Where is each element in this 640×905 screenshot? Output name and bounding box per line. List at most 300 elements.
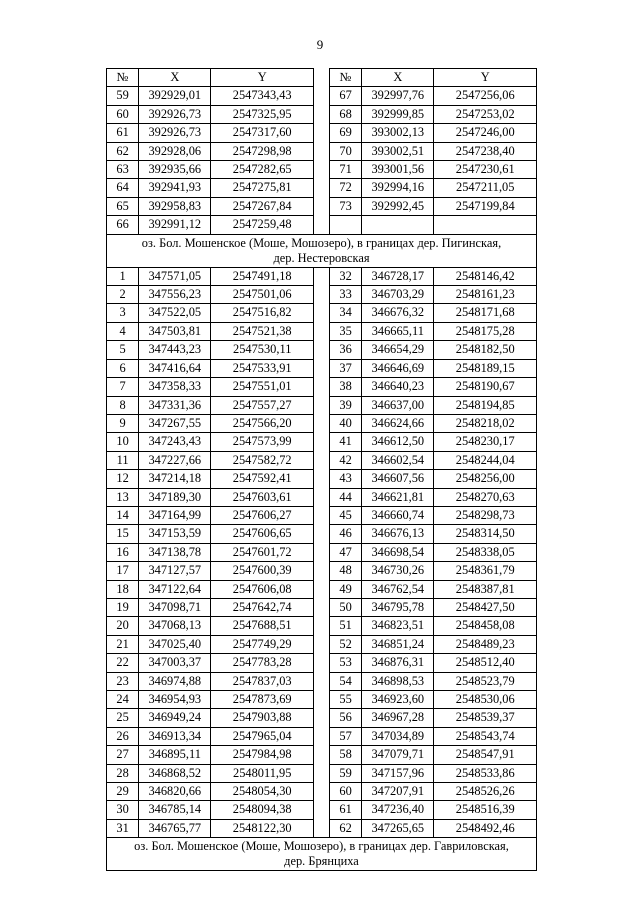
header-num-left: № — [107, 69, 139, 87]
x-coordinate-cell: 392926,73 — [139, 124, 211, 142]
point-number-cell: 59 — [107, 87, 139, 105]
table-row — [107, 161, 537, 179]
point-number-cell: 13 — [107, 488, 139, 506]
column-separator — [313, 488, 329, 506]
y-coordinate-cell: 2548512,40 — [434, 654, 537, 672]
y-coordinate-cell: 2548011,95 — [211, 764, 313, 782]
point-number-cell: 72 — [330, 179, 362, 197]
x-coordinate-cell: 392992,45 — [362, 197, 434, 215]
point-number-cell: 44 — [330, 488, 362, 506]
point-number-cell: 19 — [107, 598, 139, 616]
point-number-cell: 1 — [107, 267, 139, 285]
table-row — [107, 216, 537, 234]
column-separator — [313, 267, 329, 285]
y-coordinate-cell: 2547267,84 — [211, 197, 313, 215]
table-row — [107, 286, 537, 304]
point-number-cell: 30 — [107, 801, 139, 819]
column-separator — [313, 727, 329, 745]
table-row — [107, 378, 537, 396]
point-number-cell: 47 — [330, 543, 362, 561]
x-coordinate-cell: 392926,73 — [139, 105, 211, 123]
x-coordinate-cell: 392935,66 — [139, 161, 211, 179]
y-coordinate-cell: 2547603,61 — [211, 488, 313, 506]
column-separator — [313, 378, 329, 396]
x-coordinate-cell: 346612,50 — [362, 433, 434, 451]
point-number-cell: 25 — [107, 709, 139, 727]
x-coordinate-cell: 392928,06 — [139, 142, 211, 160]
column-separator — [313, 359, 329, 377]
x-coordinate-cell: 347522,05 — [139, 304, 211, 322]
x-coordinate-cell: 347068,13 — [139, 617, 211, 635]
table-row — [107, 105, 537, 123]
y-coordinate-cell: 2548146,42 — [434, 267, 537, 285]
table-row — [107, 764, 537, 782]
y-coordinate-cell: 2547566,20 — [211, 414, 313, 432]
x-coordinate-cell: 346974,88 — [139, 672, 211, 690]
y-coordinate-cell: 2548094,38 — [211, 801, 313, 819]
y-coordinate-cell: 2547582,72 — [211, 451, 313, 469]
column-separator — [313, 525, 329, 543]
point-number-cell: 36 — [330, 341, 362, 359]
column-separator — [313, 142, 329, 160]
header-y-left: Y — [211, 69, 313, 87]
point-number-cell: 39 — [330, 396, 362, 414]
table-row — [107, 691, 537, 709]
page-number: 9 — [316, 37, 324, 52]
point-number-cell: 31 — [107, 819, 139, 837]
x-coordinate-cell: 346698,54 — [362, 543, 434, 561]
column-separator — [313, 286, 329, 304]
column-separator — [313, 672, 329, 690]
x-coordinate-cell: 346703,29 — [362, 286, 434, 304]
x-coordinate-cell: 347207,91 — [362, 783, 434, 801]
y-coordinate-cell: 2547199,84 — [434, 197, 537, 215]
y-coordinate-cell: 2547501,06 — [211, 286, 313, 304]
header-x-left: X — [139, 69, 211, 87]
x-coordinate-cell: 346785,14 — [139, 801, 211, 819]
section-caption-row — [107, 234, 537, 267]
y-coordinate-cell: 2548122,30 — [211, 819, 313, 837]
y-coordinate-cell: 2547530,11 — [211, 341, 313, 359]
column-separator — [313, 764, 329, 782]
column-separator — [313, 341, 329, 359]
x-coordinate-cell: 392958,83 — [139, 197, 211, 215]
table-row — [107, 488, 537, 506]
y-coordinate-cell: 2548244,04 — [434, 451, 537, 469]
y-coordinate-cell — [434, 216, 537, 234]
y-coordinate-cell: 2547783,28 — [211, 654, 313, 672]
y-coordinate-cell: 2548523,79 — [434, 672, 537, 690]
point-number-cell: 12 — [107, 470, 139, 488]
y-coordinate-cell: 2548539,37 — [434, 709, 537, 727]
y-coordinate-cell: 2547533,91 — [211, 359, 313, 377]
column-separator — [313, 216, 329, 234]
point-number-cell: 64 — [107, 179, 139, 197]
x-coordinate-cell: 346895,11 — [139, 746, 211, 764]
y-coordinate-cell: 2548256,00 — [434, 470, 537, 488]
point-number-cell: 51 — [330, 617, 362, 635]
point-number-cell: 60 — [330, 783, 362, 801]
column-separator — [313, 562, 329, 580]
table-row — [107, 470, 537, 488]
y-coordinate-cell: 2547837,03 — [211, 672, 313, 690]
table-row — [107, 451, 537, 469]
table-row — [107, 267, 537, 285]
point-number-cell: 23 — [107, 672, 139, 690]
y-coordinate-cell: 2548338,05 — [434, 543, 537, 561]
x-coordinate-cell: 346602,54 — [362, 451, 434, 469]
y-coordinate-cell: 2547259,48 — [211, 216, 313, 234]
point-number-cell: 66 — [107, 216, 139, 234]
y-coordinate-cell: 2547230,61 — [434, 161, 537, 179]
point-number-cell: 21 — [107, 635, 139, 653]
point-number-cell: 43 — [330, 470, 362, 488]
column-separator — [313, 124, 329, 142]
point-number-cell: 46 — [330, 525, 362, 543]
table-row — [107, 598, 537, 616]
section-caption — [107, 234, 537, 267]
column-separator — [313, 617, 329, 635]
point-number-cell: 33 — [330, 286, 362, 304]
x-coordinate-cell: 392941,93 — [139, 179, 211, 197]
column-separator — [313, 506, 329, 524]
section-caption-line: дер. Брянциха — [284, 854, 359, 869]
point-number-cell: 2 — [107, 286, 139, 304]
x-coordinate-cell: 346621,81 — [362, 488, 434, 506]
point-number-cell: 35 — [330, 322, 362, 340]
x-coordinate-cell: 347265,65 — [362, 819, 434, 837]
x-coordinate-cell — [362, 216, 434, 234]
table-row — [107, 562, 537, 580]
point-number-cell: 6 — [107, 359, 139, 377]
y-coordinate-cell: 2548189,15 — [434, 359, 537, 377]
x-coordinate-cell: 347503,81 — [139, 322, 211, 340]
point-number-cell: 5 — [107, 341, 139, 359]
table-row — [107, 396, 537, 414]
y-coordinate-cell: 2548190,67 — [434, 378, 537, 396]
point-number-cell: 29 — [107, 783, 139, 801]
y-coordinate-cell: 2548054,30 — [211, 783, 313, 801]
y-coordinate-cell: 2547965,04 — [211, 727, 313, 745]
y-coordinate-cell: 2548526,26 — [434, 783, 537, 801]
x-coordinate-cell: 347556,23 — [139, 286, 211, 304]
point-number-cell — [330, 216, 362, 234]
point-number-cell: 37 — [330, 359, 362, 377]
point-number-cell: 20 — [107, 617, 139, 635]
x-coordinate-cell: 346640,23 — [362, 378, 434, 396]
y-coordinate-cell: 2547592,41 — [211, 470, 313, 488]
y-coordinate-cell: 2548298,73 — [434, 506, 537, 524]
y-coordinate-cell: 2548161,23 — [434, 286, 537, 304]
point-number-cell: 63 — [107, 161, 139, 179]
column-separator — [313, 433, 329, 451]
table-row — [107, 414, 537, 432]
x-coordinate-cell: 347243,43 — [139, 433, 211, 451]
x-coordinate-cell: 347443,23 — [139, 341, 211, 359]
point-number-cell: 8 — [107, 396, 139, 414]
point-number-cell: 45 — [330, 506, 362, 524]
y-coordinate-cell: 2548492,46 — [434, 819, 537, 837]
table-row — [107, 654, 537, 672]
table-row — [107, 179, 537, 197]
x-coordinate-cell: 392997,76 — [362, 87, 434, 105]
y-coordinate-cell: 2547325,95 — [211, 105, 313, 123]
x-coordinate-cell: 392999,85 — [362, 105, 434, 123]
point-number-cell: 53 — [330, 654, 362, 672]
y-coordinate-cell: 2548387,81 — [434, 580, 537, 598]
y-coordinate-cell: 2547253,02 — [434, 105, 537, 123]
point-number-cell: 28 — [107, 764, 139, 782]
point-number-cell: 55 — [330, 691, 362, 709]
point-number-cell: 3 — [107, 304, 139, 322]
y-coordinate-cell: 2547516,82 — [211, 304, 313, 322]
x-coordinate-cell: 346676,13 — [362, 525, 434, 543]
x-coordinate-cell: 346624,66 — [362, 414, 434, 432]
table-row — [107, 543, 537, 561]
x-coordinate-cell: 347267,55 — [139, 414, 211, 432]
y-coordinate-cell: 2548533,86 — [434, 764, 537, 782]
point-number-cell: 18 — [107, 580, 139, 598]
x-coordinate-cell: 346795,78 — [362, 598, 434, 616]
y-coordinate-cell: 2547521,38 — [211, 322, 313, 340]
y-coordinate-cell: 2548314,50 — [434, 525, 537, 543]
table-row — [107, 322, 537, 340]
x-coordinate-cell: 346665,11 — [362, 322, 434, 340]
y-coordinate-cell: 2547317,60 — [211, 124, 313, 142]
x-coordinate-cell: 347034,89 — [362, 727, 434, 745]
y-coordinate-cell: 2548458,08 — [434, 617, 537, 635]
point-number-cell: 56 — [330, 709, 362, 727]
column-separator — [313, 635, 329, 653]
y-coordinate-cell: 2547557,27 — [211, 396, 313, 414]
y-coordinate-cell: 2548218,02 — [434, 414, 537, 432]
x-coordinate-cell: 346730,26 — [362, 562, 434, 580]
y-coordinate-cell: 2547298,98 — [211, 142, 313, 160]
y-coordinate-cell: 2548361,79 — [434, 562, 537, 580]
x-coordinate-cell: 347227,66 — [139, 451, 211, 469]
column-separator — [313, 470, 329, 488]
point-number-cell: 67 — [330, 87, 362, 105]
column-separator — [313, 304, 329, 322]
point-number-cell: 15 — [107, 525, 139, 543]
point-number-cell: 59 — [330, 764, 362, 782]
x-coordinate-cell: 392991,12 — [139, 216, 211, 234]
x-coordinate-cell: 347214,18 — [139, 470, 211, 488]
y-coordinate-cell: 2547573,99 — [211, 433, 313, 451]
x-coordinate-cell: 347098,71 — [139, 598, 211, 616]
table-row — [107, 197, 537, 215]
x-coordinate-cell: 346868,52 — [139, 764, 211, 782]
y-coordinate-cell: 2547491,18 — [211, 267, 313, 285]
table-row — [107, 801, 537, 819]
coordinates-table-body — [107, 69, 537, 871]
table-row — [107, 727, 537, 745]
header-x-right: X — [362, 69, 434, 87]
point-number-cell: 71 — [330, 161, 362, 179]
point-number-cell: 58 — [330, 746, 362, 764]
y-coordinate-cell: 2548270,63 — [434, 488, 537, 506]
x-coordinate-cell: 346967,28 — [362, 709, 434, 727]
point-number-cell: 40 — [330, 414, 362, 432]
section-caption — [107, 838, 537, 871]
x-coordinate-cell: 347164,99 — [139, 506, 211, 524]
section-caption-line: оз. Бол. Мошенское (Моше, Мошозеро), в границах дер. Гавриловская, — [134, 839, 509, 854]
column-separator — [313, 654, 329, 672]
x-coordinate-cell: 347358,33 — [139, 378, 211, 396]
x-coordinate-cell: 346949,24 — [139, 709, 211, 727]
y-coordinate-cell: 2547903,88 — [211, 709, 313, 727]
x-coordinate-cell: 346823,51 — [362, 617, 434, 635]
point-number-cell: 9 — [107, 414, 139, 432]
table-row — [107, 124, 537, 142]
section-caption-line: дер. Нестеровская — [273, 250, 370, 265]
point-number-cell: 42 — [330, 451, 362, 469]
x-coordinate-cell: 346851,24 — [362, 635, 434, 653]
y-coordinate-cell: 2547238,40 — [434, 142, 537, 160]
table-row — [107, 87, 537, 105]
x-coordinate-cell: 346898,53 — [362, 672, 434, 690]
x-coordinate-cell: 393002,13 — [362, 124, 434, 142]
column-separator — [313, 69, 329, 87]
column-separator — [313, 783, 329, 801]
x-coordinate-cell: 347025,40 — [139, 635, 211, 653]
x-coordinate-cell: 346923,60 — [362, 691, 434, 709]
coordinates-table — [106, 68, 537, 871]
column-separator — [313, 161, 329, 179]
point-number-cell: 38 — [330, 378, 362, 396]
y-coordinate-cell: 2548194,85 — [434, 396, 537, 414]
column-separator — [313, 543, 329, 561]
table-row — [107, 783, 537, 801]
point-number-cell: 68 — [330, 105, 362, 123]
x-coordinate-cell: 346820,66 — [139, 783, 211, 801]
y-coordinate-cell: 2547343,43 — [211, 87, 313, 105]
point-number-cell: 48 — [330, 562, 362, 580]
column-separator — [313, 197, 329, 215]
point-number-cell: 41 — [330, 433, 362, 451]
column-separator — [313, 691, 329, 709]
table-row — [107, 304, 537, 322]
x-coordinate-cell: 393002,51 — [362, 142, 434, 160]
y-coordinate-cell: 2547246,00 — [434, 124, 537, 142]
y-coordinate-cell: 2548489,23 — [434, 635, 537, 653]
table-row — [107, 672, 537, 690]
y-coordinate-cell: 2547606,08 — [211, 580, 313, 598]
y-coordinate-cell: 2548516,39 — [434, 801, 537, 819]
y-coordinate-cell: 2547688,51 — [211, 617, 313, 635]
x-coordinate-cell: 392929,01 — [139, 87, 211, 105]
point-number-cell: 50 — [330, 598, 362, 616]
point-number-cell: 26 — [107, 727, 139, 745]
table-row — [107, 746, 537, 764]
point-number-cell: 57 — [330, 727, 362, 745]
table-row — [107, 359, 537, 377]
x-coordinate-cell: 346913,34 — [139, 727, 211, 745]
point-number-cell: 16 — [107, 543, 139, 561]
y-coordinate-cell: 2548427,50 — [434, 598, 537, 616]
y-coordinate-cell: 2548171,68 — [434, 304, 537, 322]
column-separator — [313, 105, 329, 123]
point-number-cell: 60 — [107, 105, 139, 123]
table-row — [107, 635, 537, 653]
point-number-cell: 7 — [107, 378, 139, 396]
y-coordinate-cell: 2548175,28 — [434, 322, 537, 340]
point-number-cell: 65 — [107, 197, 139, 215]
y-coordinate-cell: 2548230,17 — [434, 433, 537, 451]
table-row — [107, 580, 537, 598]
x-coordinate-cell: 346728,17 — [362, 267, 434, 285]
column-separator — [313, 819, 329, 837]
y-coordinate-cell: 2547642,74 — [211, 598, 313, 616]
y-coordinate-cell: 2547873,69 — [211, 691, 313, 709]
x-coordinate-cell: 346876,31 — [362, 654, 434, 672]
y-coordinate-cell: 2547275,81 — [211, 179, 313, 197]
y-coordinate-cell: 2547749,29 — [211, 635, 313, 653]
x-coordinate-cell: 346765,77 — [139, 819, 211, 837]
point-number-cell: 73 — [330, 197, 362, 215]
y-coordinate-cell: 2548547,91 — [434, 746, 537, 764]
y-coordinate-cell: 2548543,74 — [434, 727, 537, 745]
table-row — [107, 525, 537, 543]
column-separator — [313, 179, 329, 197]
y-coordinate-cell: 2548182,50 — [434, 341, 537, 359]
column-separator — [313, 746, 329, 764]
point-number-cell: 11 — [107, 451, 139, 469]
column-separator — [313, 598, 329, 616]
table-row — [107, 341, 537, 359]
point-number-cell: 61 — [107, 124, 139, 142]
header-num-right: № — [330, 69, 362, 87]
column-separator — [313, 580, 329, 598]
y-coordinate-cell: 2547551,01 — [211, 378, 313, 396]
point-number-cell: 27 — [107, 746, 139, 764]
table-row — [107, 506, 537, 524]
column-separator — [313, 87, 329, 105]
point-number-cell: 52 — [330, 635, 362, 653]
section-caption-row — [107, 838, 537, 871]
header-y-right: Y — [434, 69, 537, 87]
point-number-cell: 4 — [107, 322, 139, 340]
x-coordinate-cell: 346637,00 — [362, 396, 434, 414]
point-number-cell: 17 — [107, 562, 139, 580]
x-coordinate-cell: 347571,05 — [139, 267, 211, 285]
column-separator — [313, 414, 329, 432]
y-coordinate-cell: 2547282,65 — [211, 161, 313, 179]
table-row — [107, 709, 537, 727]
y-coordinate-cell: 2547984,98 — [211, 746, 313, 764]
point-number-cell: 49 — [330, 580, 362, 598]
x-coordinate-cell: 347236,40 — [362, 801, 434, 819]
table-row — [107, 433, 537, 451]
point-number-cell: 54 — [330, 672, 362, 690]
x-coordinate-cell: 347189,30 — [139, 488, 211, 506]
x-coordinate-cell: 347138,78 — [139, 543, 211, 561]
y-coordinate-cell: 2547256,06 — [434, 87, 537, 105]
x-coordinate-cell: 346762,54 — [362, 580, 434, 598]
x-coordinate-cell: 346660,74 — [362, 506, 434, 524]
x-coordinate-cell: 347331,36 — [139, 396, 211, 414]
column-separator — [313, 396, 329, 414]
point-number-cell: 70 — [330, 142, 362, 160]
y-coordinate-cell: 2547211,05 — [434, 179, 537, 197]
column-separator — [313, 801, 329, 819]
x-coordinate-cell: 346646,69 — [362, 359, 434, 377]
column-separator — [313, 322, 329, 340]
y-coordinate-cell: 2547600,39 — [211, 562, 313, 580]
x-coordinate-cell: 392994,16 — [362, 179, 434, 197]
point-number-cell: 61 — [330, 801, 362, 819]
column-separator — [313, 709, 329, 727]
